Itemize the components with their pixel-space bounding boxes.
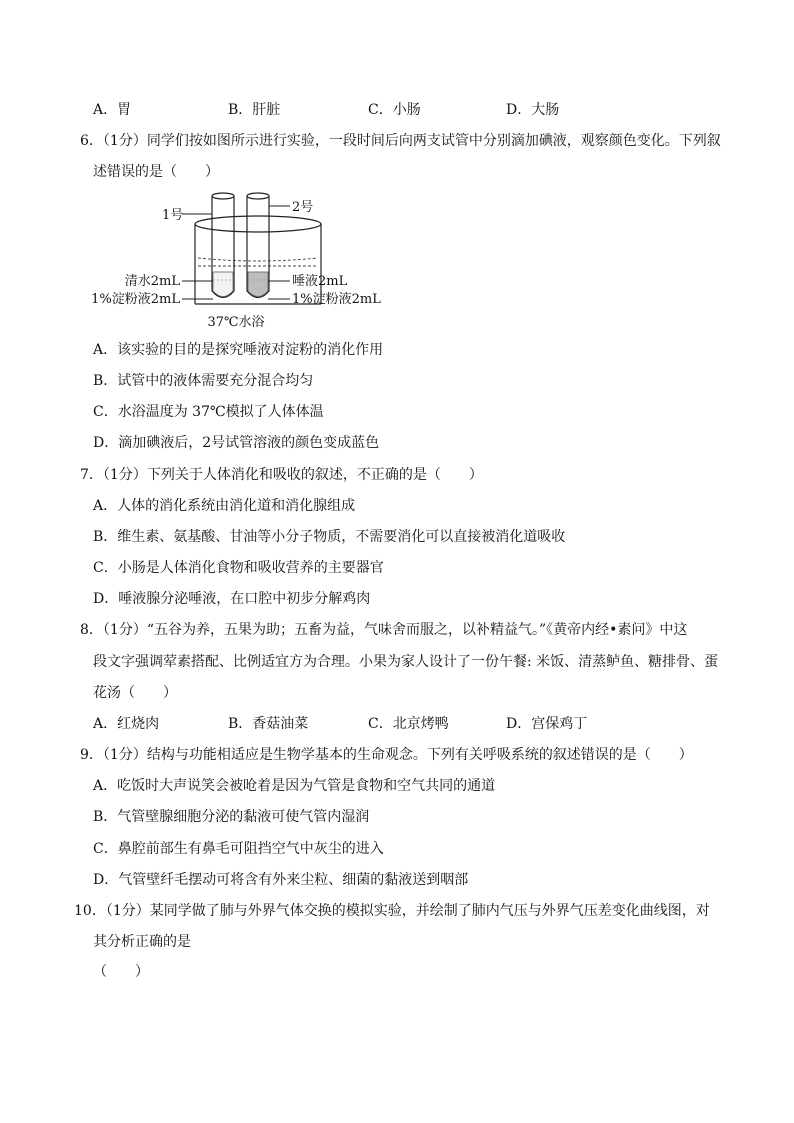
q8-option-b: B．香菇油菜 [228, 716, 309, 732]
q6-stem-line2: 述错误的是（ ） [93, 164, 219, 180]
right-top-label: 唾液2mL [292, 274, 348, 289]
right-bottom-label: 1%淀粉液2mL [292, 292, 381, 307]
q6-stem-line1: 6．（1分）同学们按如图所示进行实验，一段时间后向两支试管中分别滴加碘液，观察颜色变化。下列叙 [80, 133, 721, 149]
q9-option-d: D．气管壁纤毛摆动可将含有外来尘粒、细菌的黏液送到咽部 [93, 872, 469, 888]
q10-stem-line3: （ ） [93, 964, 149, 980]
q7-option-a: A．人体的消化系统由消化道和消化腺组成 [93, 498, 356, 514]
q5-options [93, 101, 753, 119]
q5-option-a: A．胃 [93, 102, 132, 118]
q8-stem-line3: 花汤（ ） [93, 685, 177, 701]
q5-option-c: C．小肠 [368, 102, 421, 118]
q6-option-b: B．试管中的液体需要充分混合均匀 [93, 373, 314, 389]
q8-option-c: C．北京烤鸭 [368, 716, 449, 732]
q8-stem-line1: 8．（1分）“五谷为养，五果为助；五畜为益，气味舍而服之，以补精益气。”《黄帝内经•素问》中这 [80, 622, 688, 638]
tube-2-liquid [248, 272, 268, 297]
q6-option-a: A．该实验的目的是探究唾液对淀粉的消化作用 [93, 342, 384, 358]
q8-stem-line2: 段文字强调荤素搭配、比例适宜方为合理。小果为家人设计了一份午餐: 米饭、清蒸鲈鱼、糖排骨、蛋 [93, 654, 719, 670]
q10-stem-line2: 其分析正确的是 [93, 934, 191, 950]
left-top-label: 清水2mL [124, 274, 180, 289]
tube-1-label: 1号 [162, 208, 184, 223]
q9-option-b: B．气管壁腺细胞分泌的黏液可使气管内湿润 [93, 809, 370, 825]
q8-options [93, 715, 753, 733]
q10-stem-line1: 10．（1分）某同学做了肺与外界气体交换的模拟实验，并绘制了肺内气压与外界气压差变化曲线图，对 [74, 903, 710, 919]
q7-option-b: B．维生素、氨基酸、甘油等小分子物质，不需要消化可以直接被消化道吸收 [93, 529, 566, 545]
q9-stem: 9．（1分）结构与功能相适应是生物学基本的生命观念。下列有关呼吸系统的叙述错误的是（ ） [80, 747, 693, 763]
q8-option-a: A．红烧肉 [93, 716, 160, 732]
q7-option-c: C．小肠是人体消化食物和吸收营养的主要器官 [93, 560, 384, 576]
q5-option-d: D．大肠 [506, 102, 560, 118]
water-surface [198, 258, 318, 266]
tube-2-label: 2号 [292, 200, 314, 215]
q6-option-d: D．滴加碘液后，2号试管溶液的颜色变成蓝色 [93, 435, 380, 451]
q6-experiment-figure [91, 188, 398, 334]
q7-option-d: D．唾液腺分泌唾液，在口腔中初步分解鸡肉 [93, 591, 371, 607]
q8-option-d: D．宫保鸡丁 [506, 716, 588, 732]
q7-stem: 7．（1分）下列关于人体消化和吸收的叙述，不正确的是（ ） [80, 467, 483, 483]
q9-option-c: C．鼻腔前部生有鼻毛可阻挡空气中灰尘的进入 [93, 841, 384, 857]
q9-option-a: A．吃饭时大声说笑会被呛着是因为气管是食物和空气共同的通道 [93, 778, 496, 794]
tube-1-liquid [213, 272, 233, 297]
q5-option-b: B．肝脏 [228, 102, 281, 118]
water-bath-label: 37℃水浴 [207, 315, 265, 330]
left-bottom-label: 1%淀粉液2mL [91, 292, 180, 307]
q6-option-c: C．水浴温度为 37℃模拟了人体体温 [93, 404, 324, 420]
